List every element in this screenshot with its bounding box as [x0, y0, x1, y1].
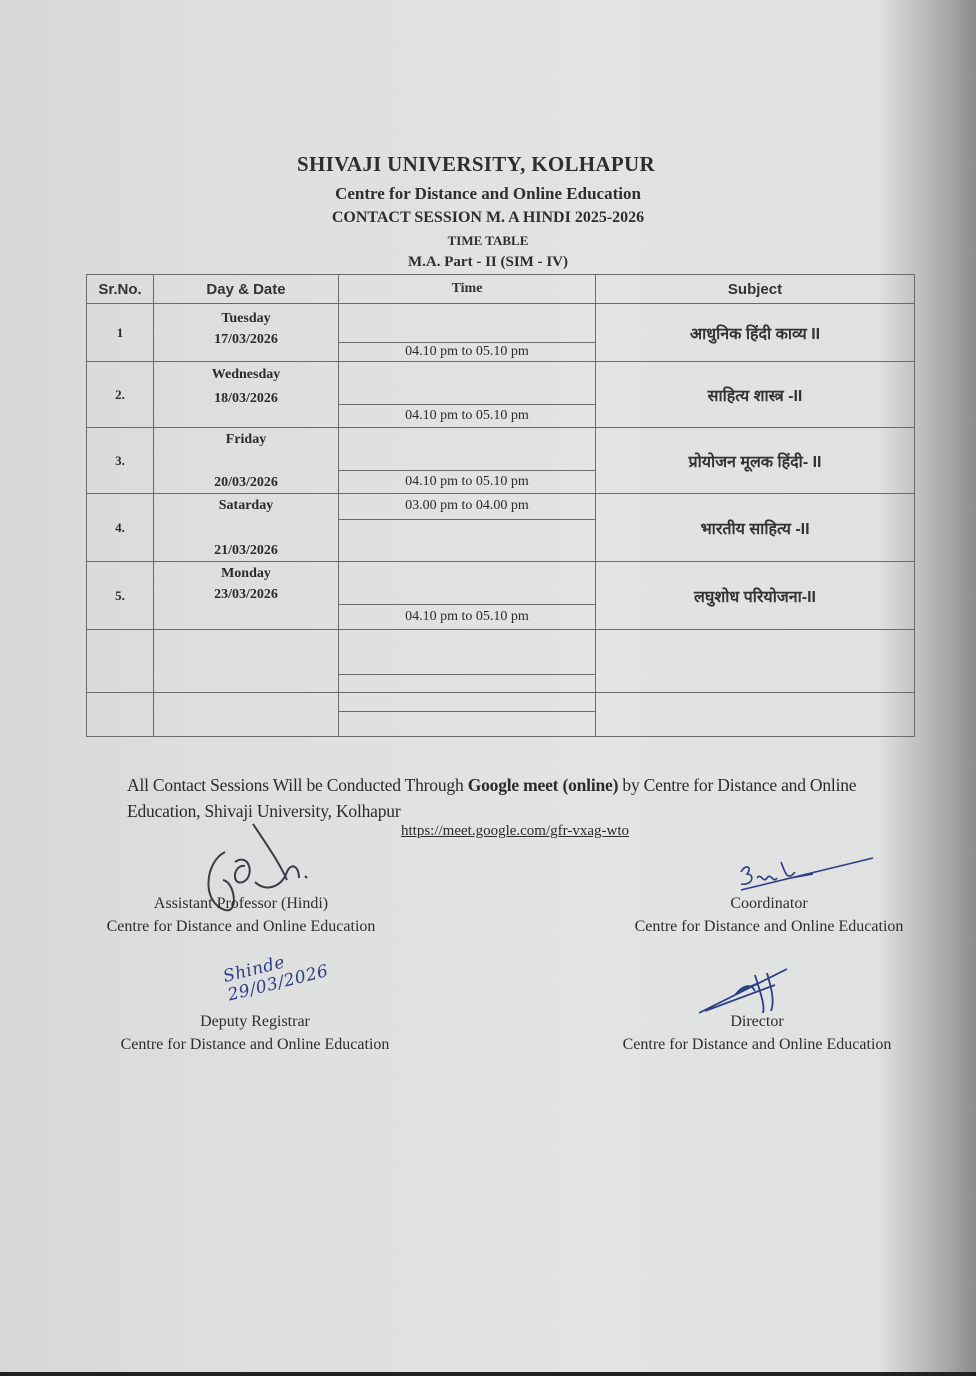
- col-header-subject: Subject: [596, 275, 915, 304]
- day: Monday: [221, 566, 271, 581]
- day: Tuesday: [221, 311, 271, 326]
- centre-title: Centre for Distance and Online Education: [335, 184, 641, 203]
- signatory-role: Director: [730, 1013, 784, 1030]
- col-header-sr: Sr.No.: [87, 275, 154, 304]
- empty-cell: [339, 675, 596, 693]
- session-title: CONTACT SESSION M. A HINDI 2025-2026: [331, 209, 645, 226]
- signatory-coordinator: [612, 892, 926, 938]
- table-row: [87, 304, 915, 343]
- empty-cell: [87, 630, 154, 693]
- table-row: [87, 362, 915, 405]
- date: 18/03/2026: [214, 391, 278, 406]
- university-title: SHIVAJI UNIVERSITY, KOLHAPUR: [297, 152, 655, 176]
- day: Friday: [225, 432, 267, 447]
- empty-cell: [596, 630, 915, 693]
- meet-link[interactable]: https://meet.google.com/gfr-vxag-wto: [401, 823, 629, 839]
- day-date: [154, 562, 339, 630]
- empty-cell: [154, 630, 339, 693]
- empty-cell: [339, 693, 596, 712]
- day-date: [154, 494, 339, 562]
- col-header-time: Time: [339, 275, 596, 304]
- date: 23/03/2026: [214, 587, 278, 602]
- time-slot-bottom: 04.10 pm to 05.10 pm: [339, 605, 596, 630]
- time-slot-bottom: [339, 519, 596, 561]
- signatory-role: Coordinator: [730, 895, 808, 912]
- notice-part2: by Centre for Distance and Online Education, Shivaji University, Kolhapur: [127, 775, 857, 821]
- empty-cell: [339, 712, 596, 737]
- notice-part1: All Contact Sessions Will be Conducted Through: [127, 775, 468, 795]
- time-slot-bottom: 04.10 pm to 05.10 pm: [339, 405, 596, 428]
- notice-bold: Google meet (online): [467, 775, 619, 795]
- deputy-registrar-handwritten-signature: Shinde 29/03/2026: [221, 952, 331, 1006]
- signatory-assistant-professor: [86, 892, 396, 938]
- empty-cell: [596, 693, 915, 737]
- table-row-empty: [87, 630, 915, 675]
- part-title: M.A. Part - II (SIM - IV): [408, 254, 568, 270]
- empty-cell: [87, 693, 154, 737]
- signatory-dept: Centre for Distance and Online Education: [634, 918, 904, 935]
- date: 21/03/2026: [214, 543, 278, 558]
- day-date: [154, 362, 339, 428]
- sr-no: 4.: [87, 494, 154, 562]
- subject: भारतीय साहित्य -II: [596, 494, 915, 562]
- empty-cell: [339, 630, 596, 675]
- table-row-empty: [87, 693, 915, 712]
- sr-no: 3.: [87, 428, 154, 494]
- sr-no: 1: [87, 304, 154, 362]
- day-date: [154, 428, 339, 494]
- signatory-deputy-registrar: [100, 1010, 410, 1056]
- table-row: [87, 562, 915, 605]
- signatory-role: Assistant Professor (Hindi): [153, 895, 329, 912]
- signatory-dept: Centre for Distance and Online Education: [120, 1036, 390, 1053]
- time-slot-top: 03.00 pm to 04.00 pm: [339, 494, 596, 520]
- table-row: [87, 494, 915, 520]
- subject: साहित्य शास्त्र -II: [596, 362, 915, 428]
- time-slot-bottom: 04.10 pm to 05.10 pm: [339, 343, 596, 362]
- time-slot-top: [339, 304, 596, 343]
- subject: लघुशोध परियोजना-II: [596, 562, 915, 630]
- day: Satarday: [218, 498, 274, 513]
- time-slot-top: [339, 562, 596, 605]
- col-header-day: Day & Date: [154, 275, 339, 304]
- day-date: [154, 304, 339, 362]
- signatory-dept: Centre for Distance and Online Education: [622, 1036, 892, 1053]
- signatory-dept: Centre for Distance and Online Education: [106, 918, 376, 935]
- date: 20/03/2026: [214, 475, 278, 490]
- subject: प्रोयोजन मूलक हिंदी- II: [596, 428, 915, 494]
- empty-cell: [154, 693, 339, 737]
- day: Wednesday: [211, 367, 281, 382]
- sr-no: 2.: [87, 362, 154, 428]
- timetable: [86, 274, 915, 737]
- date: 17/03/2026: [214, 332, 278, 347]
- signatory-director: [600, 1010, 914, 1056]
- doc-type: TIME TABLE: [447, 233, 529, 248]
- subject: आधुनिक हिंदी काव्य II: [596, 304, 915, 362]
- signatory-role: Deputy Registrar: [200, 1013, 310, 1030]
- table-header-row: [87, 275, 915, 304]
- page-edge: [0, 1372, 976, 1376]
- time-slot-bottom: 04.10 pm to 05.10 pm: [339, 471, 596, 494]
- time-slot-top: [339, 428, 596, 471]
- sr-no: 5.: [87, 562, 154, 630]
- table-row: [87, 428, 915, 471]
- notice-text: [127, 772, 867, 824]
- time-slot-top: [339, 362, 596, 405]
